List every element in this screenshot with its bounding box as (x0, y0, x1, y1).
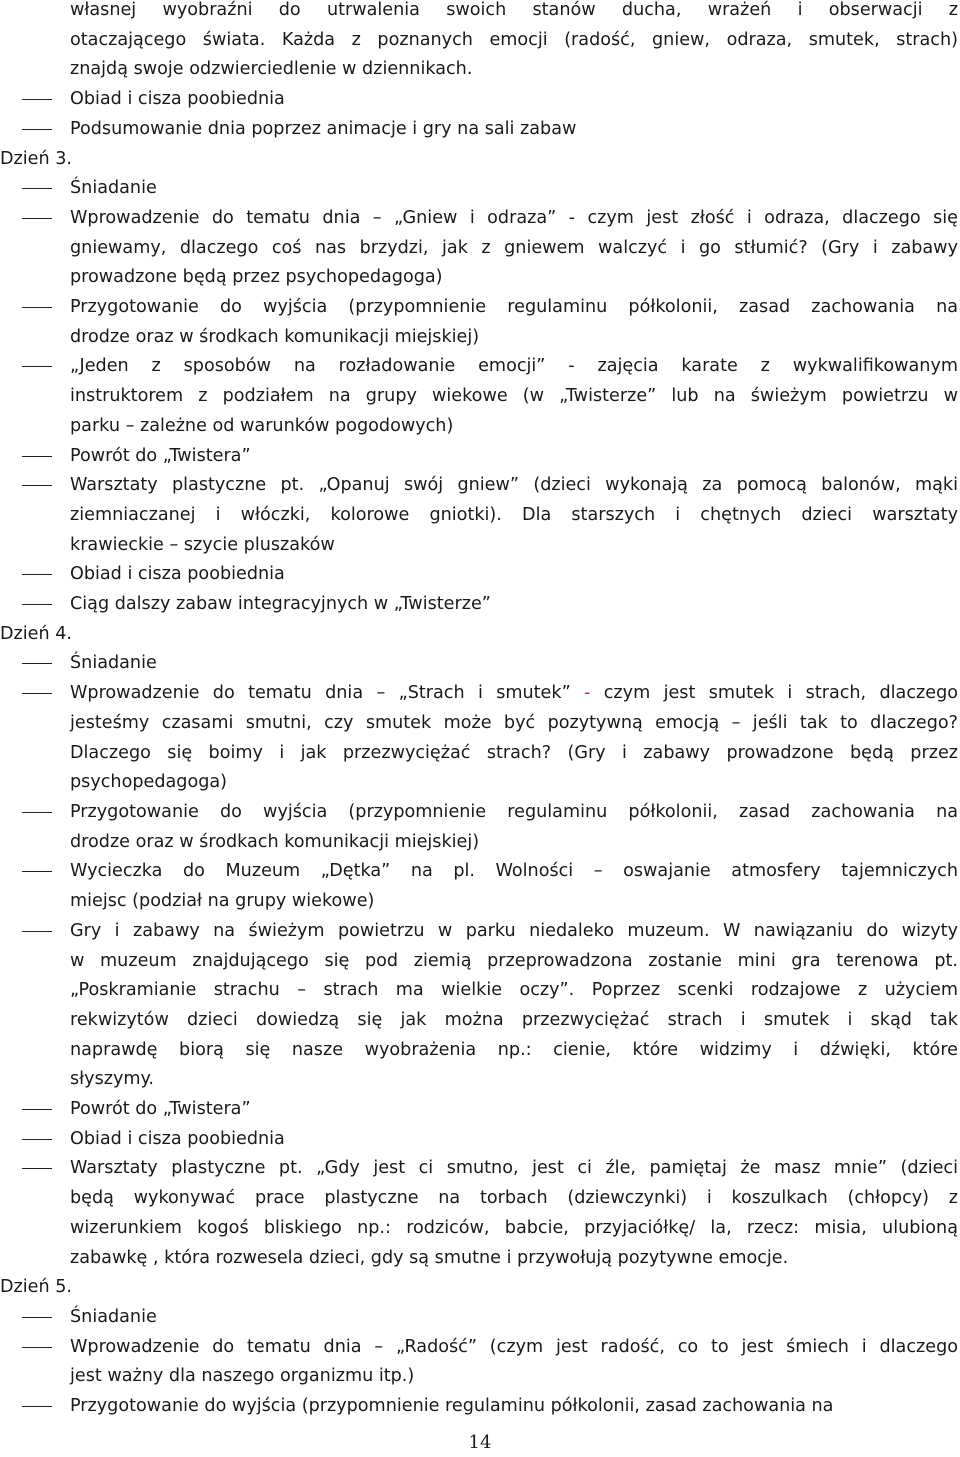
list-item-line: Obiad i cisza poobiednia (70, 564, 285, 585)
day-heading: Dzień 4. (0, 623, 73, 644)
list-item-line: ziemniaczanej i włóczki, kolorowe gniotki). Dla starszych i chętnych dzieci warsztaty (70, 504, 958, 525)
dash-bullet-icon (22, 812, 52, 813)
page-number: 14 (468, 1432, 492, 1453)
list-item-line: krawieckie – szycie pluszaków (70, 534, 335, 555)
list-item-line: instruktorem z podziałem na grupy wiekowe (w „Twisterze” lub na świeżym powietrzu w (70, 386, 958, 407)
list-item-line: Warsztaty plastyczne pt. „Gdy jest ci smutno, jest ci źle, pamiętaj że masz mnie” (dzieci (70, 1158, 958, 1179)
list-item-line: będą wykonywać prace plastyczne na torbach (dziewczynki) i koszulkach (chłopcy) z (70, 1188, 958, 1209)
list-item-line: Śniadanie (70, 1306, 157, 1327)
dash-bullet-icon (22, 1168, 52, 1169)
list-item (0, 917, 958, 1095)
dash-bullet-icon (22, 574, 52, 575)
red-hyphen: - (584, 683, 591, 704)
list-item-line: rekwizytów dzieci dowiedzą się jak można przezwyciężać strach i smutek i skąd tak (70, 1009, 958, 1030)
list-item (0, 1154, 958, 1273)
list-item-line: wizerunkiem kogoś bliskiego np.: rodziców, babcie, przyjaciółkę/ la, rzecz: misia, ulubioną (70, 1217, 958, 1238)
list-item-line: Wprowadzenie do tematu dnia – „Radość” (czym jest radość, co to jest śmiech i dlaczego (70, 1336, 958, 1357)
list-item (0, 115, 958, 145)
dash-bullet-icon (22, 188, 52, 189)
list-item (0, 1125, 958, 1155)
dash-bullet-icon (22, 456, 52, 457)
paragraph-line: własnej wyobraźni do utrwalenia swoich stanów ducha, wrażeń i obserwacji z (70, 0, 958, 20)
list-item (0, 857, 958, 916)
dash-bullet-icon (22, 1139, 52, 1140)
list-item-line: Przygotowanie do wyjścia (przypomnienie regulaminu półkolonii, zasad zachowania na (70, 297, 958, 318)
list-item-line: drodze oraz w środkach komunikacji miejskiej) (70, 326, 480, 347)
list-item-line: miejsc (podział na grupy wiekowe) (70, 891, 375, 912)
list-item-line: prowadzone będą przez psychopedagoga) (70, 267, 443, 288)
dash-bullet-icon (22, 307, 52, 308)
dash-bullet-icon (22, 366, 52, 367)
list-item-line: jest ważny dla naszego organizmu itp.) (70, 1366, 415, 1387)
list-item-line: naprawdę biorą się nasze wyobrażenia np.: cienie, które widzimy i dźwięki, które (70, 1039, 958, 1060)
list-item (0, 1392, 958, 1422)
list-item-line: Wprowadzenie do tematu dnia – „Strach i smutek” - czym jest smutek i strach, dlaczego (70, 683, 958, 704)
dash-bullet-icon (22, 871, 52, 872)
dash-bullet-icon (22, 1347, 52, 1348)
list-item-line: „Poskramianie strachu – strach ma wielkie oczy”. Poprzez scenki rodzajowe z użyciem (70, 980, 958, 1001)
list-item-line: Wycieczka do Muzeum „Dętka” na pl. Wolności – oswajanie atmosfery tajemniczych (70, 861, 958, 882)
list-item-line: Śniadanie (70, 178, 157, 199)
list-item (0, 590, 958, 620)
dash-bullet-icon (22, 693, 52, 694)
list-item-line: jesteśmy czasami smutni, czy smutek może być pozytywną emocją – jeśli tak to dlaczego? (70, 712, 958, 733)
list-item-line: w muzeum znajdującego się pod ziemią przeprowadzona zostanie mini gra terenowa pt. (70, 950, 958, 971)
list-item-line: słyszymy. (70, 1069, 155, 1090)
list-item-line: Obiad i cisza poobiednia (70, 89, 285, 110)
dash-bullet-icon (22, 604, 52, 605)
list-item (0, 204, 958, 293)
dash-bullet-icon (22, 931, 52, 932)
dash-bullet-icon (22, 99, 52, 100)
list-item-line: gniewamy, dlaczego coś nas brzydzi, jak z gniewem walczyć i go stłumić? (Gry i zabawy (70, 237, 958, 258)
list-item-line: Śniadanie (70, 653, 157, 674)
list-item (0, 649, 958, 679)
dash-bullet-icon (22, 129, 52, 130)
dash-bullet-icon (22, 663, 52, 664)
list-item-line: Ciąg dalszy zabaw integracyjnych w „Twisterze” (70, 594, 491, 615)
list-item (0, 798, 958, 857)
list-item (0, 85, 958, 115)
day-heading: Dzień 3. (0, 148, 73, 169)
list-item (0, 442, 958, 472)
list-item (0, 1333, 958, 1392)
list-item-line: Dlaczego się boimy i jak przezwyciężać strach? (Gry i zabawy prowadzone będą przez (70, 742, 958, 763)
list-item (0, 352, 958, 441)
list-item (0, 560, 958, 590)
paragraph-line: znajdą swoje odzwierciedlenie w dziennikach. (70, 59, 473, 80)
list-item-line: Powrót do „Twistera” (70, 1099, 251, 1120)
list-item-line: drodze oraz w środkach komunikacji miejskiej) (70, 831, 480, 852)
list-item (0, 293, 958, 352)
list-item (0, 471, 958, 560)
list-item-line: Obiad i cisza poobiednia (70, 1128, 285, 1149)
list-item-line: parku – zależne od warunków pogodowych) (70, 415, 454, 436)
day-heading: Dzień 5. (0, 1277, 73, 1298)
list-item-line: zabawkę , która rozwesela dzieci, gdy są smutne i przywołują pozytywne emocje. (70, 1247, 789, 1268)
dash-bullet-icon (22, 1317, 52, 1318)
list-item-line: psychopedagoga) (70, 772, 228, 793)
list-item-line: Powrót do „Twistera” (70, 445, 251, 466)
dash-bullet-icon (22, 1406, 52, 1407)
list-item-line: „Jeden z sposobów na rozładowanie emocji” - zajęcia karate z wykwalifikowanym (70, 356, 958, 377)
list-item-line: Gry i zabawy na świeżym powietrzu w parku niedaleko muzeum. W nawiązaniu do wizyty (70, 920, 958, 941)
list-item-line: Wprowadzenie do tematu dnia – „Gniew i odraza” - czym jest złość i odraza, dlaczego się (70, 207, 958, 228)
list-item (0, 679, 958, 798)
dash-bullet-icon (22, 218, 52, 219)
paragraph-line: otaczającego świata. Każda z poznanych emocji (radość, gniew, odraza, smutek, strach) (70, 29, 958, 50)
list-item-line: Warsztaty plastyczne pt. „Opanuj swój gniew” (dzieci wykonają za pomocą balonów, mąki (70, 475, 958, 496)
list-item-line: Przygotowanie do wyjścia (przypomnienie regulaminu półkolonii, zasad zachowania na (70, 1396, 834, 1417)
list-item-line: Przygotowanie do wyjścia (przypomnienie regulaminu półkolonii, zasad zachowania na (70, 801, 958, 822)
list-item (0, 1303, 958, 1333)
list-item (0, 1095, 958, 1125)
dash-bullet-icon (22, 1109, 52, 1110)
list-item-line: Podsumowanie dnia poprzez animacje i gry na sali zabaw (70, 118, 577, 139)
list-item (0, 174, 958, 204)
dash-bullet-icon (22, 485, 52, 486)
